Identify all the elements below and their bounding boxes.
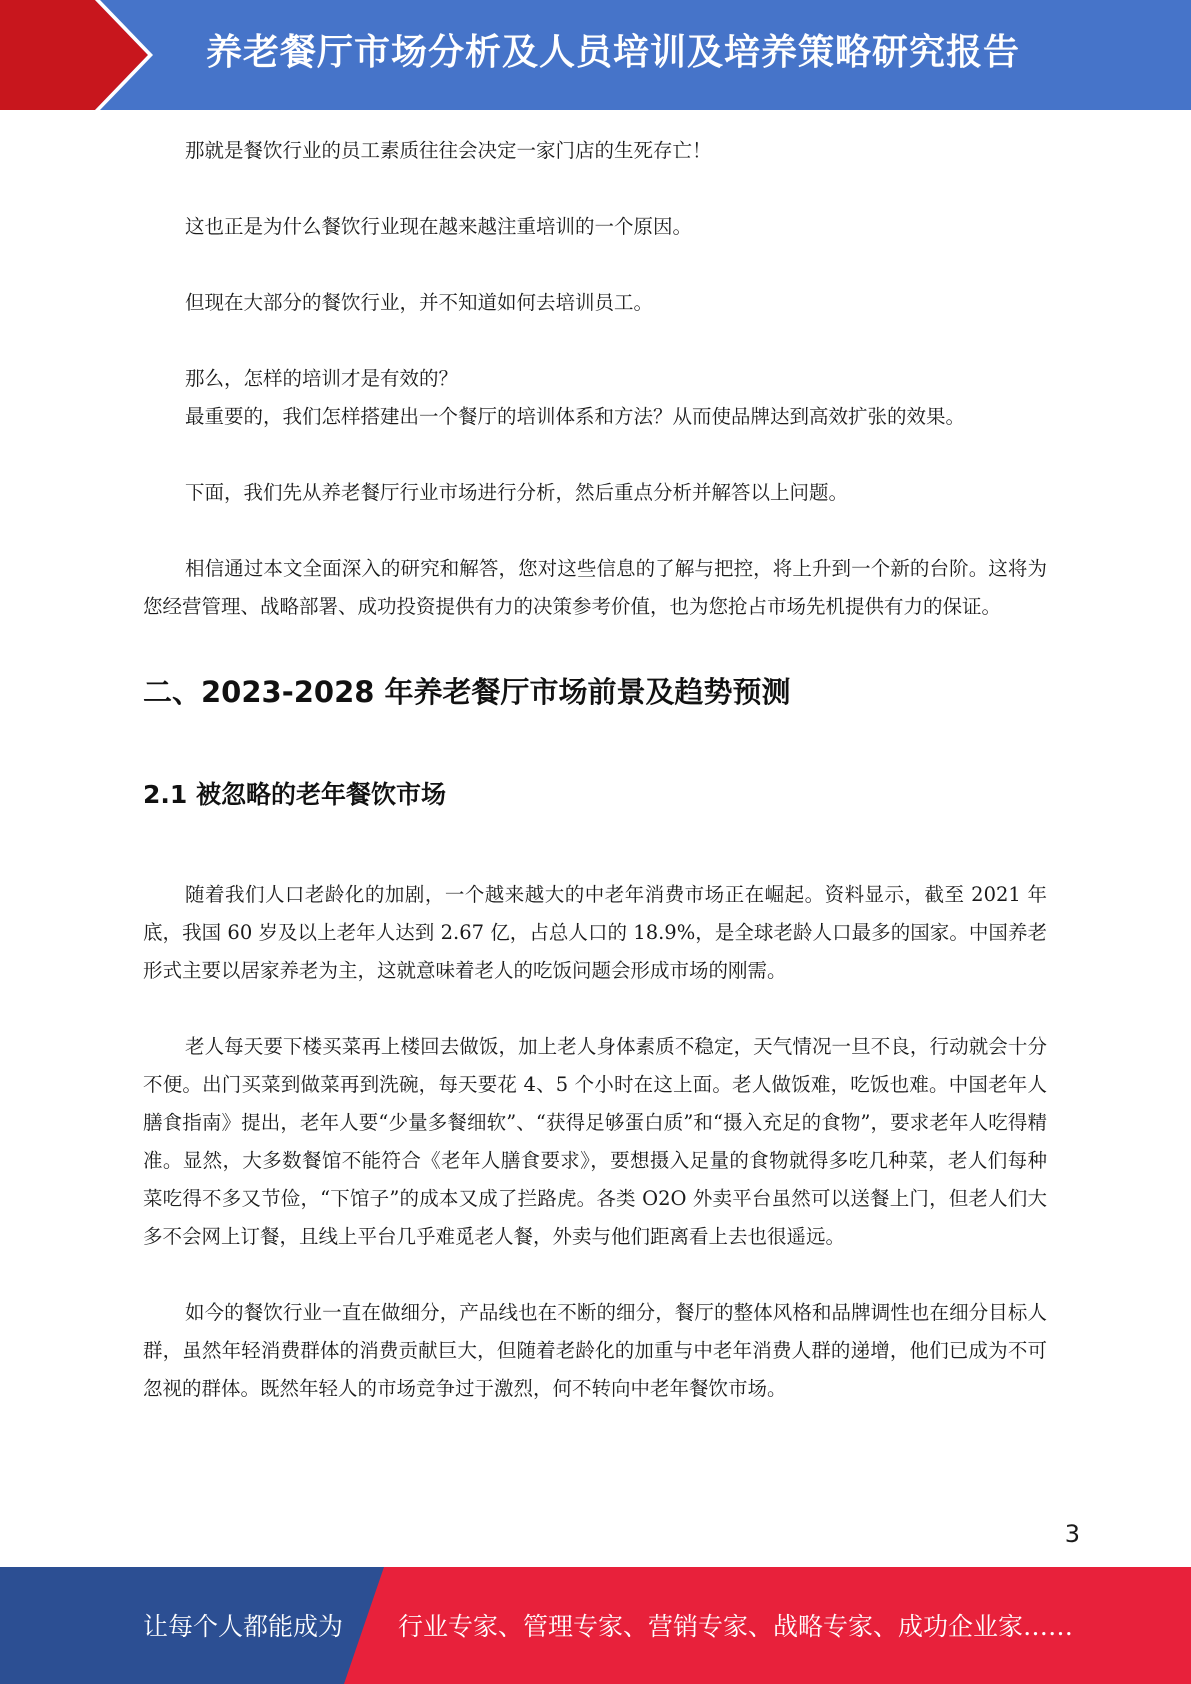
footer-slogan-right: 行业专家、管理专家、营销专家、战略专家、成功企业家…… <box>398 1612 1074 1641</box>
page-header <box>0 0 1191 110</box>
paragraph: 最重要的，我们怎样搭建出一个餐厅的培训体系和方法？从而使品牌达到高效扩张的效果。 <box>185 405 966 428</box>
paragraph: 那么，怎样的培训才是有效的？ <box>185 367 459 390</box>
paragraph: 随着我们人口老龄化的加剧，一个越来越大的中老年消费市场正在崛起。资料显示，截至 2021 年底，我国 60 岁及以上老年人达到 2.67 亿，占总人口的 18.9%，是全球老龄人口最多的国家。中国养老形式主要以居家养老为主，这就意味着老人的吃饭问题会形成市场的刚需。 <box>143 883 1047 982</box>
paragraph: 那就是餐饮行业的员工素质往往会决定一家门店的生死存亡！ <box>185 139 712 162</box>
subsection-heading: 2.1 被忽略的老年餐饮市场 <box>143 780 446 809</box>
paragraph: 这也正是为什么餐饮行业现在越来越注重培训的一个原因。 <box>185 215 693 238</box>
page-footer <box>0 1567 1191 1684</box>
paragraph: 如今的餐饮行业一直在做细分，产品线也在不断的细分，餐厅的整体风格和品牌调性也在细分目标人群，虽然年轻消费群体的消费贡献巨大，但随着老龄化的加重与中老年消费人群的递增，他们已成为不可忽视的群体。既然年轻人的市场竞争过于激烈，何不转向中老年餐饮市场。 <box>143 1301 1047 1400</box>
footer-slogan-left: 让每个人都能成为 <box>143 1612 344 1641</box>
section-heading: 二、2023-2028 年养老餐厅市场前景及趋势预测 <box>143 675 791 709</box>
paragraph: 下面，我们先从养老餐厅行业市场进行分析，然后重点分析并解答以上问题。 <box>185 481 849 504</box>
paragraph: 但现在大部分的餐饮行业，并不知道如何去培训员工。 <box>185 291 654 314</box>
page-number: 3 <box>1064 1520 1080 1548</box>
header-red-arrow <box>0 0 148 110</box>
paragraph: 老人每天要下楼买菜再上楼回去做饭，加上老人身体素质不稳定，天气情况一旦不良，行动就会十分不便。出门买菜到做菜再到洗碗，每天要花 4、5 个小时在这上面。老人做饭难，吃饭也难。中国老年人膳食指南》提出，老年人要“少量多餐细软”、“获得足够蛋白质”和“摄入充足的食物”，要求老年人吃得精准。显然，大多数餐馆不能符合《老年人膳食要求》，要想摄入足量的食物就得多吃几种菜，老人们每种菜吃得不多又节俭，“下馆子”的成本又成了拦路虎。各类 O2O 外卖平台虽然可以送餐上门，但老人们大多不会网上订餐，且线上平台几乎难觅老人餐，外卖与他们距离看上去也很遥远。 <box>143 1035 1047 1248</box>
page-content <box>143 132 1047 1408</box>
report-title: 养老餐厅市场分析及人员培训及培养策略研究报告 <box>206 32 1021 73</box>
paragraph: 相信通过本文全面深入的研究和解答，您对这些信息的了解与把控，将上升到一个新的台阶。这将为您经营管理、战略部署、成功投资提供有力的决策参考价值，也为您抢占市场先机提供有力的保证。 <box>143 557 1047 618</box>
